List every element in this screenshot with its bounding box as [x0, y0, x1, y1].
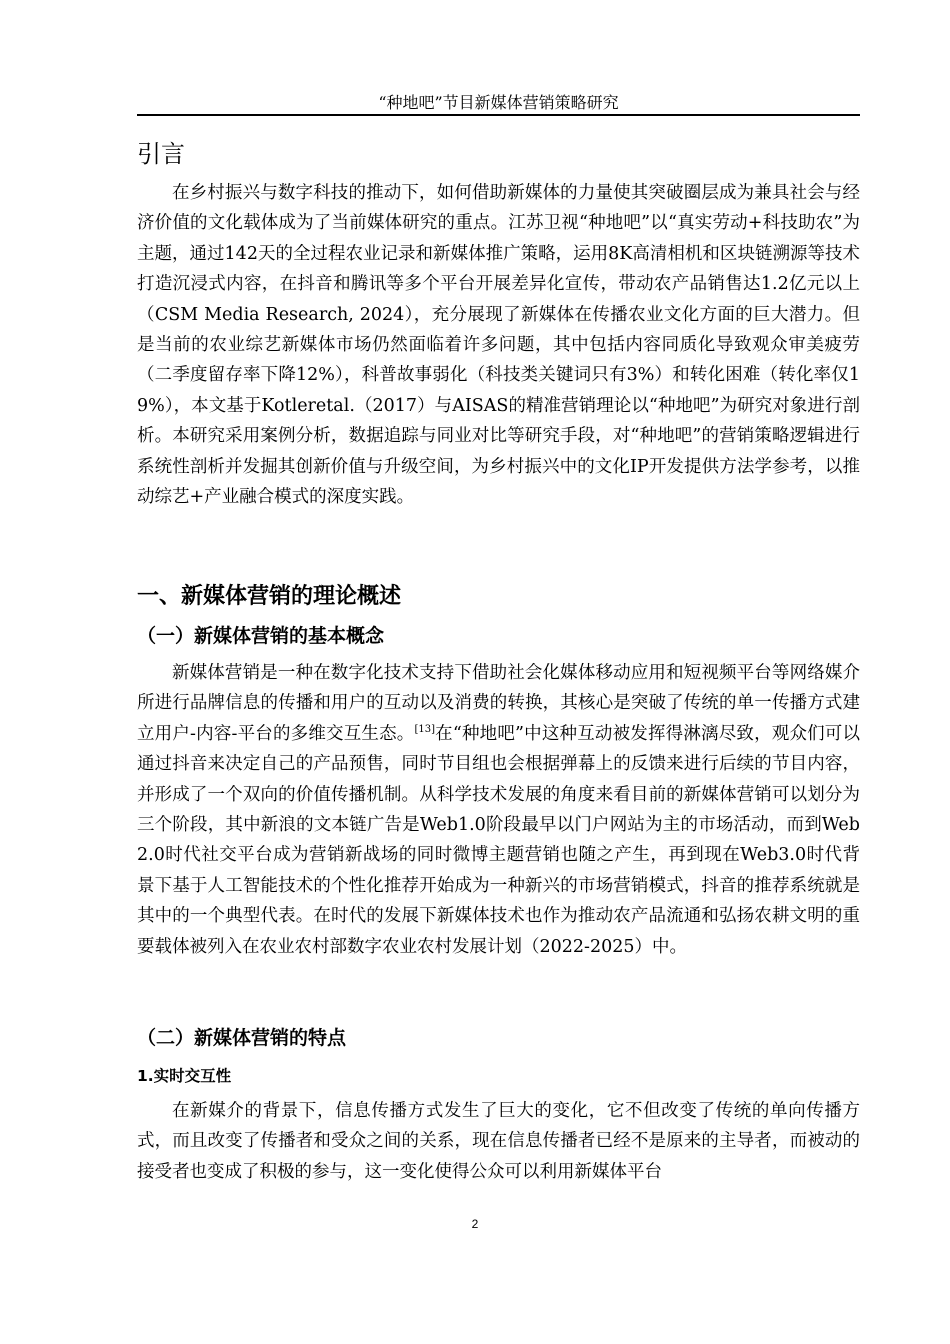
header-rule [137, 114, 860, 116]
item1-paragraph: 在新媒介的背景下，信息传播方式发生了巨大的变化，它不但改变了传统的单向传播方式，而且改变了传播者和受众之间的关系，现在信息传播者已经不是原来的主导者，而被动的接受者也变成了积极的参与，这一变化使得公众可以利用新媒体平台 [137, 1101, 860, 1182]
running-header-title: “种地吧”节目新媒体营销策略研究 [378, 93, 619, 112]
section1-sub1-heading: （一）新媒体营销的基本概念 [137, 625, 385, 647]
section1-sub1-paragraph [137, 658, 860, 962]
paragraph-text-part2: 在“种地吧”中这种互动被发挥得淋漓尽致，观众们可以通过抖音来决定自己的产品预售，同时节目组也会根据弹幕上的反馈来进行后续的节目内容，并形成了一个双向的价值传播机制。从科学技术发展的角度来看目前的新媒体营销可以划分为三个阶段，其中新浪的文本链广告是Web1.0阶段最早以门户网站为主的市场活动，而到Web2.0时代社交平台成为营销新战场的同时微博主题营销也随之产生，再到现在Web3.0时代背景下基于人工智能技术的个性化推荐开始成为一种新兴的市场营销模式，抖音的推荐系统就是其中的一个典型代表。在时代的发展下新媒体技术也作为推动农产品流通和弘扬农耕文明的重要载体被列入在农业农村部数字农业农村发展计划（2022-2025）中。 [137, 723, 860, 957]
section1-sub2-heading: （二）新媒体营销的特点 [137, 1027, 347, 1049]
intro-heading: 引言 [137, 140, 185, 168]
section1-heading: 一、新媒体营销的理论概述 [137, 584, 402, 609]
item1-heading: 1.实时交互性 [137, 1067, 232, 1085]
paragraph-text-part1: 新媒体营销是一种在数字化技术支持下借助社会化媒体移动应用和短视频平台等网络媒介所进行品牌信息的传播和用户的互动以及消费的转换，其核心是突破了传统的单一传播方式建立用户-内容-平台的多维交互生态。 [137, 663, 860, 744]
page-number: 2 [471, 1217, 479, 1231]
intro-paragraph: 在乡村振兴与数字科技的推动下，如何借助新媒体的力量使其突破圈层成为兼具社会与经济价值的文化载体成为了当前媒体研究的重点。江苏卫视“种地吧”以“真实劳动+科技助农”为主题，通过142天的全过程农业记录和新媒体推广策略，运用8K高清相机和区块链溯源等技术打造沉浸式内容，在抖音和腾讯等多个平台开展差异化宣传，带动农产品销售达1.2亿元以上（CSM Media Research, 2024），充分展现了新媒体在传播农业文化方面的巨大潜力。但是当前的农业综艺新媒体市场仍然面临着许多问题，其中包括内容同质化导致观众审美疲劳（二季度留存率下降12%），科普故事弱化（科技类关键词只有3%）和转化困难（转化率仅19%），本文基于Kotleretal.（2017）与AISAS的精准营销理论以“种地吧”为研究对象进行剖析。本研究采用案例分析，数据追踪与同业对比等研究手段，对“种地吧”的营销策略逻辑进行系统性剖析并发掘其创新价值与升级空间，为乡村振兴中的文化IP开发提供方法学参考，以推动综艺+产业融合模式的深度实践。 [137, 183, 860, 508]
citation-ref: [13] [414, 723, 435, 735]
